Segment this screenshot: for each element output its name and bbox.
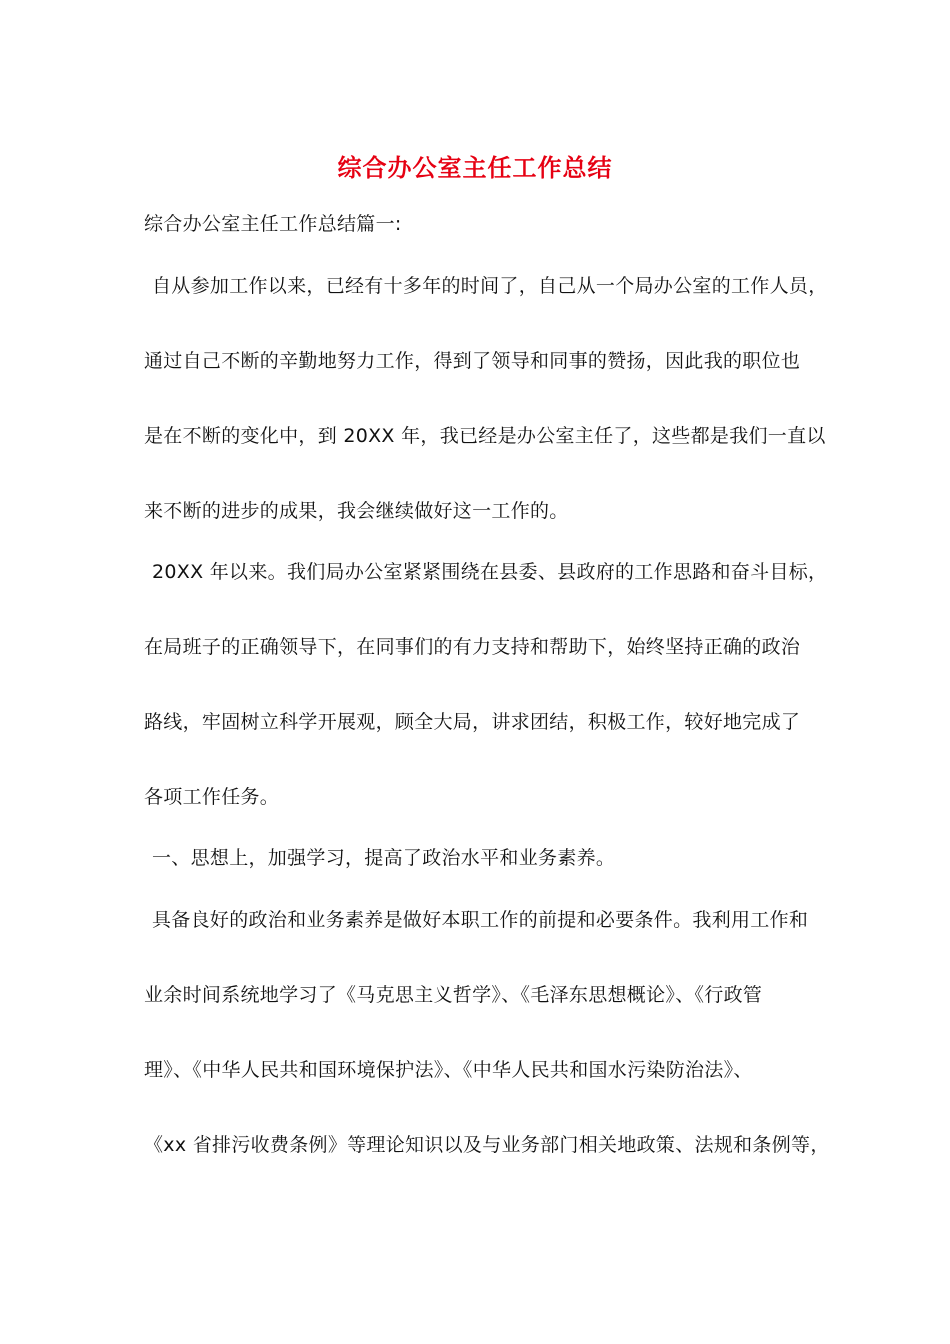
paragraph-line: 理》、《中华人民共和国环境保护法》、《中华人民共和国水污染防治法》、 — [144, 1059, 753, 1081]
paragraph-line: 来不断的进步的成果，我会继续做好这一工作的。 — [144, 500, 569, 522]
paragraph-line: 自从参加工作以来，已经有十多年的时间了，自己从一个局办公室的工作人员， — [152, 275, 828, 297]
paragraph-line: 业余时间系统地学习了《马克思主义哲学》、《毛泽东思想概论》、《行政管 — [144, 984, 763, 1006]
paragraph-line: 在局班子的正确领导下，在同事们的有力支持和帮助下，始终坚持正确的政治 — [144, 636, 801, 658]
paragraph-line: 路线，牢固树立科学开展观，顾全大局，讲求团结，积极工作，较好地完成了 — [144, 711, 801, 733]
subsection-heading: 一、思想上，加强学习，提高了政治水平和业务素养。 — [152, 847, 616, 869]
section-heading: 综合办公室主任工作总结篇一: — [144, 213, 402, 235]
paragraph-line: 20XX 年以来。我们局办公室紧紧围绕在县委、县政府的工作思路和奋斗目标， — [152, 561, 828, 583]
paragraph-line: 具备良好的政治和业务素养是做好本职工作的前提和必要条件。我利用工作和 — [152, 909, 809, 931]
paragraph-line: 通过自己不断的辛勤地努力工作，得到了领导和同事的赞扬，因此我的职位也 — [144, 350, 801, 372]
paragraph-line: 《xx 省排污收费条例》等理论知识以及与业务部门相关地政策、法规和条例等， — [144, 1134, 830, 1156]
document-title: 综合办公室主任工作总结 — [337, 154, 613, 182]
paragraph-line: 是在不断的变化中，到 20XX 年，我已经是办公室主任了，这些都是我们一直以 — [144, 425, 826, 447]
paragraph-line: 各项工作任务。 — [144, 786, 280, 808]
